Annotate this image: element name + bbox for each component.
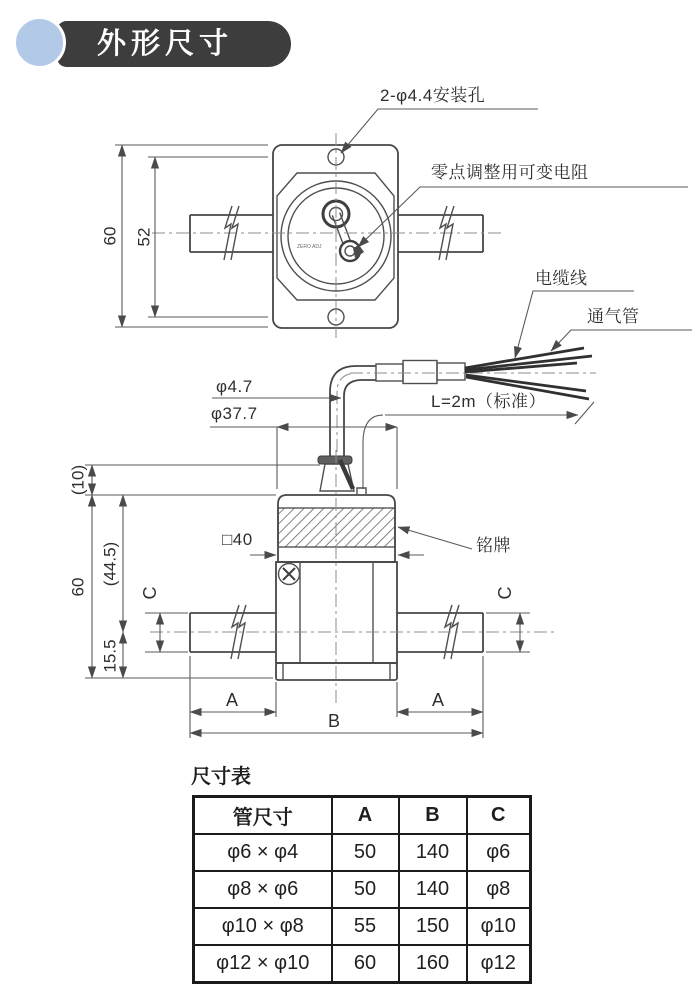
section-banner	[57, 21, 291, 67]
mounting-hole-callout: 2-φ4.4安装孔	[380, 86, 486, 105]
dimension-table	[192, 795, 532, 984]
side-view-dimensions	[85, 465, 530, 738]
cell-pipe-size: φ8 × φ6	[194, 871, 332, 908]
table-title: 尺寸表	[191, 766, 251, 788]
cell-pipe-size: φ10 × φ8	[194, 908, 332, 945]
cable-connector	[403, 361, 437, 384]
cable-sheath-end	[437, 363, 465, 380]
cell-pipe-size: φ6 × φ4	[194, 834, 332, 871]
dim-b: B	[328, 711, 341, 731]
cable-label: 电缆线	[535, 269, 588, 288]
col-header-c: C	[467, 797, 531, 835]
table-row	[194, 945, 531, 983]
dim-60-top: 60	[100, 226, 120, 246]
zero-adjust-knob	[323, 201, 364, 261]
cable-centerline	[337, 373, 596, 452]
cell-b: 160	[399, 945, 467, 983]
zero-adj-marking: ZERO ADJ	[297, 244, 322, 250]
screw-icon	[279, 564, 300, 585]
dim-total-height: 60	[68, 577, 88, 597]
cell-b: 140	[399, 834, 467, 871]
cap-dia-dimension	[210, 427, 397, 489]
dim-cable-dia: φ4.7	[216, 377, 253, 396]
zero-adjust-leader	[358, 187, 688, 247]
dim-upper-height: (44.5)	[100, 541, 120, 587]
cell-c: φ10	[467, 908, 531, 945]
table-row	[194, 871, 531, 908]
dim-a-right: A	[432, 690, 445, 710]
dim-cap-dia: φ37.7	[211, 404, 258, 423]
cell-a: 50	[332, 834, 399, 871]
dim-boot-height: (10)	[68, 464, 88, 496]
dim-c-right: C	[495, 586, 515, 600]
dim-lower-height: 15.5	[100, 639, 120, 673]
cell-c: φ12	[467, 945, 531, 983]
vent-label-leader	[551, 330, 692, 351]
cell-a: 50	[332, 871, 399, 908]
cell-c: φ8	[467, 871, 531, 908]
page-title: 外形尺寸	[97, 27, 234, 60]
nameplate-leader	[398, 527, 472, 549]
nameplate-label: 铭牌	[476, 536, 511, 555]
table-row	[194, 834, 531, 871]
cell-a: 60	[332, 945, 399, 983]
vent-port	[357, 488, 366, 494]
cell-b: 140	[399, 871, 467, 908]
dim-c-left: C	[140, 586, 160, 600]
vent-tube-label: 通气管	[587, 307, 640, 326]
cell-pipe-size: φ12 × φ10	[194, 945, 332, 983]
cell-c: φ6	[467, 834, 531, 871]
cable-end-tick	[575, 402, 594, 424]
cable-length-label: L=2m（标准）	[431, 392, 546, 411]
col-header-a: A	[332, 797, 399, 835]
table-row	[194, 908, 531, 945]
col-header-b: B	[399, 797, 467, 835]
dim-a-left: A	[226, 690, 239, 710]
dim-52: 52	[134, 227, 154, 247]
dim-body-square: □40	[222, 530, 253, 549]
cable-length-dimension	[363, 415, 578, 489]
col-header-pipe-size: 管尺寸	[194, 797, 332, 835]
banner-dot-icon	[13, 16, 66, 69]
mounting-hole-leader	[341, 109, 538, 153]
table-header-row	[194, 797, 531, 835]
zero-adjust-callout: 零点调整用可变电阻	[431, 163, 589, 182]
cell-b: 150	[399, 908, 467, 945]
cell-a: 55	[332, 908, 399, 945]
